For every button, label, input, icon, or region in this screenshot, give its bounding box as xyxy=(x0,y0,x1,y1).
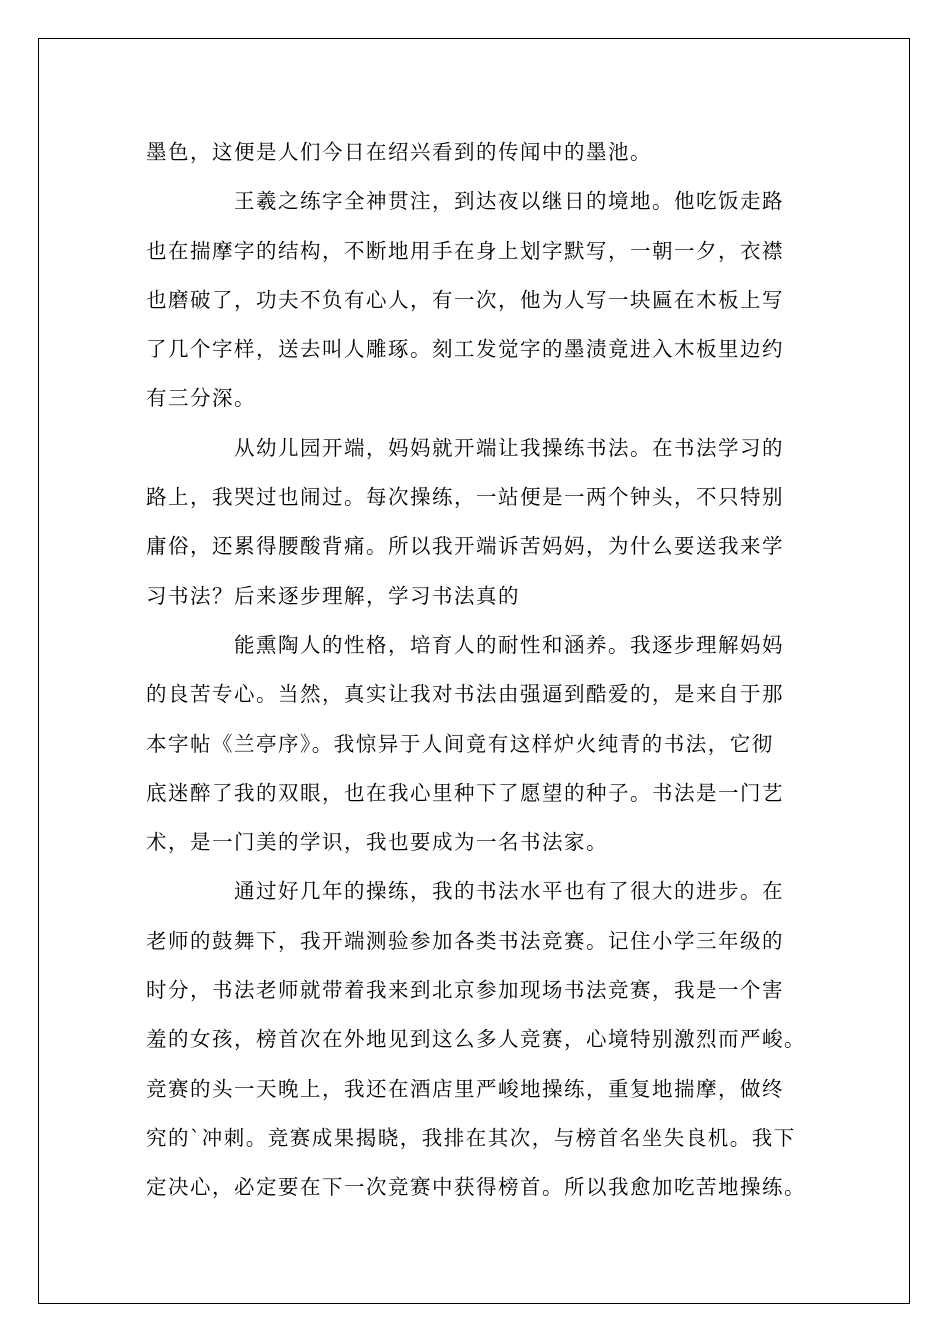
text-line: 墨色，这便是人们今日在绍兴看到的传闻中的墨池。 xyxy=(146,140,652,164)
text-line: 习书法？后来逐步理解，学习书法真的 xyxy=(146,583,520,608)
text-line: 有三分深。 xyxy=(146,386,256,411)
paragraph xyxy=(146,621,826,867)
text-line: 了几个字样，送去叫人雕琢。刻工发觉字的墨渍竟进入木板里边约 xyxy=(146,337,784,362)
text-line: 从幼儿园开端，妈妈就开端让我操练书法。在书法学习的 xyxy=(234,435,784,460)
text-line: 时分，书法老师就带着我来到北京参加现场书法竞赛，我是一个害 xyxy=(146,978,784,1003)
text-line: 羞的女孩，榜首次在外地见到这么多人竞赛，心境特别激烈而严峻。 xyxy=(146,1027,806,1052)
text-line: 的良苦专心。当然，真实让我对书法由强逼到酷爱的，是来自于那 xyxy=(146,682,784,707)
text-line: 王羲之练字全神贯注，到达夜以继日的境地。他吃饭走路 xyxy=(234,189,784,214)
paragraph xyxy=(146,177,826,423)
paragraph xyxy=(146,867,826,1212)
text-line: 也磨破了，功夫不负有心人，有一次，他为人写一块匾在木板上写 xyxy=(146,287,784,312)
text-line: 术，是一门美的学识，我也要成为一名书法家。 xyxy=(146,830,608,855)
text-line: 本字帖《兰亭序》。我惊异于人间竟有这样炉火纯青的书法，它彻 xyxy=(146,731,774,756)
text-line: 通过好几年的操练，我的书法水平也有了很大的进步。在 xyxy=(234,879,784,904)
text-line: 定决心，必定要在下一次竞赛中获得榜首。所以我愈加吃苦地操练。 xyxy=(146,1175,806,1200)
text-line: 竞赛的头一天晚上，我还在酒店里严峻地操练，重复地揣摩，做终 xyxy=(146,1076,784,1101)
text-line: 究的`冲刺。竞赛成果揭晓，我排在其次，与榜首名坐失良机。我下 xyxy=(146,1125,796,1150)
text-line: 路上，我哭过也闹过。每次操练，一站便是一两个钟头，不只特别 xyxy=(146,485,784,510)
text-line: 老师的鼓舞下，我开端测验参加各类书法竞赛。记住小学三年级的 xyxy=(146,928,784,953)
text-line: 底迷醉了我的双眼，也在我心里种下了愿望的种子。书法是一门艺 xyxy=(146,780,784,805)
paragraph xyxy=(146,128,826,177)
text-line: 能熏陶人的性格，培育人的耐性和涵养。我逐步理解妈妈 xyxy=(234,632,784,657)
text-line: 庸俗，还累得腰酸背痛。所以我开端诉苦妈妈，为什么要送我来学 xyxy=(146,534,784,559)
paragraph xyxy=(146,424,826,621)
text-line: 也在揣摩字的结构，不断地用手在身上划字默写，一朝一夕，衣襟 xyxy=(146,238,784,263)
document-body xyxy=(146,128,826,1213)
